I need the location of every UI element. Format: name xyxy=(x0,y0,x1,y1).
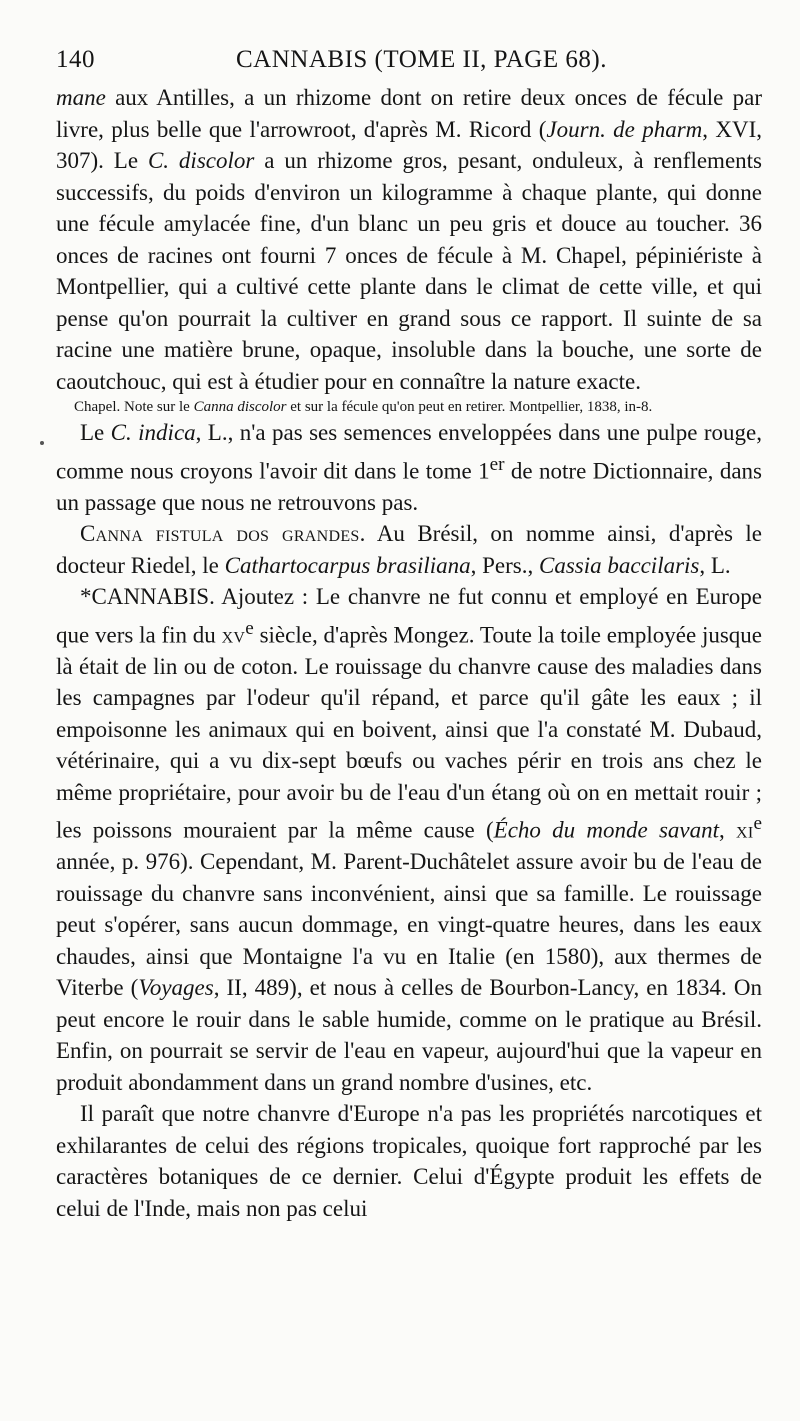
running-head: CANNABIS (TOME II, PAGE 68). xyxy=(236,46,607,73)
paragraph-chanvre-europe: Il paraît que notre chanvre d'Europe n'a pas les propriétés narcotiques et exhilarantes de celui des régions tropicales, quoique fort rapproché par les caractères botaniques de ce dernier. Celui d'Égypte produit les effets de celui de l'Inde, mais non pas celui xyxy=(56,1101,762,1221)
page-text xyxy=(56,82,762,1224)
page-header xyxy=(56,46,760,82)
citation-chapel: Chapel. Note sur le Canna discolor et sur la fécule qu'on peut en retirer. Montpellier, 1838, in-8. xyxy=(74,399,653,415)
paragraph-canna-indica: Le C. indica, L., n'a pas ses semences enveloppées dans une pulpe rouge, comme nous croyons l'avoir dit dans le tome 1er de notre Dictionnaire, dans un passage que nous ne retrouvons pas. xyxy=(56,420,762,515)
margin-mark xyxy=(40,441,44,445)
page-number: 140 xyxy=(56,46,95,73)
paragraph-canna-fistula: Canna fistula dos grandes. Au Brésil, on nomme ainsi, d'après le docteur Riedel, le Cathartocarpus brasiliana, Pers., Cassia baccilaris, L. xyxy=(56,521,762,578)
paragraph-canna-rhizome: mane aux Antilles, a un rhizome dont on retire deux onces de fécule par livre, plus belle que l'arrowroot, d'après M. Ricord (Journ. de pharm, XVI, 307). Le C. discolor a un rhizome gros, pesant, onduleux, à renflements successifs, du poids d'environ un kilogramme à chaque plante, qui donne une fécule amylacée fine, d'un blanc un peu gris et douce au toucher. 36 onces de racines ont fourni 7 onces de fécule à M. Chapel, pépiniériste à Montpellier, qui a cultivé cette plante dans le climat de cette ville, et qui pense qu'on pourrait la cultiver en grand sous ce rapport. Il suinte de sa racine une matière brune, opaque, insoluble dans la bouche, une sorte de caoutchouc, qui est à étudier pour en connaître la nature exacte. xyxy=(56,85,762,394)
paragraph-cannabis: *CANNABIS. Ajoutez : Le chanvre ne fut connu et employé en Europe que vers la fin du $xv^e$ siècle, d'après Mongez. Toute la toile employée jusque là était de lin ou de coton. Le rouissage du chanvre cause des maladies dans les campagnes par l'odeur qu'il répand, et parce qu'il gâte les eaux ; il empoisonne les animaux qui en boivent, ainsi que l'a constaté M. Dubaud, vétérinaire, qui a vu dix-sept bœufs ou vaches périr en trois ans chez le même propriétaire, pour avoir bu de l'eau d'un étang où on en mettait rouir ; les poissons mouraient par la même cause (Écho du monde savant, $xi^e$ année, p. 976). Cependant, M. Parent-Duchâtelet assure avoir bu de l'eau de rouissage du chanvre sans inconvénient, ainsi que sa famille. Le rouissage peut s'opérer, sans aucun dommage, en vingt-quatre heures, dans les eaux chaudes, ainsi que Montaigne l'a vu en Italie (en 1580), aux thermes de Viterbe (Voyages, II, 489), et nous à celles de Bourbon-Lancy, en 1834. On peut encore le rouir dans le sable humide, comme on le pratique au Brésil. Enfin, on pourrait se servir de l'eau en vapeur, aujourd'hui que la vapeur en produit abondamment dans un grand nombre d'usines, etc. xyxy=(56,584,762,1095)
